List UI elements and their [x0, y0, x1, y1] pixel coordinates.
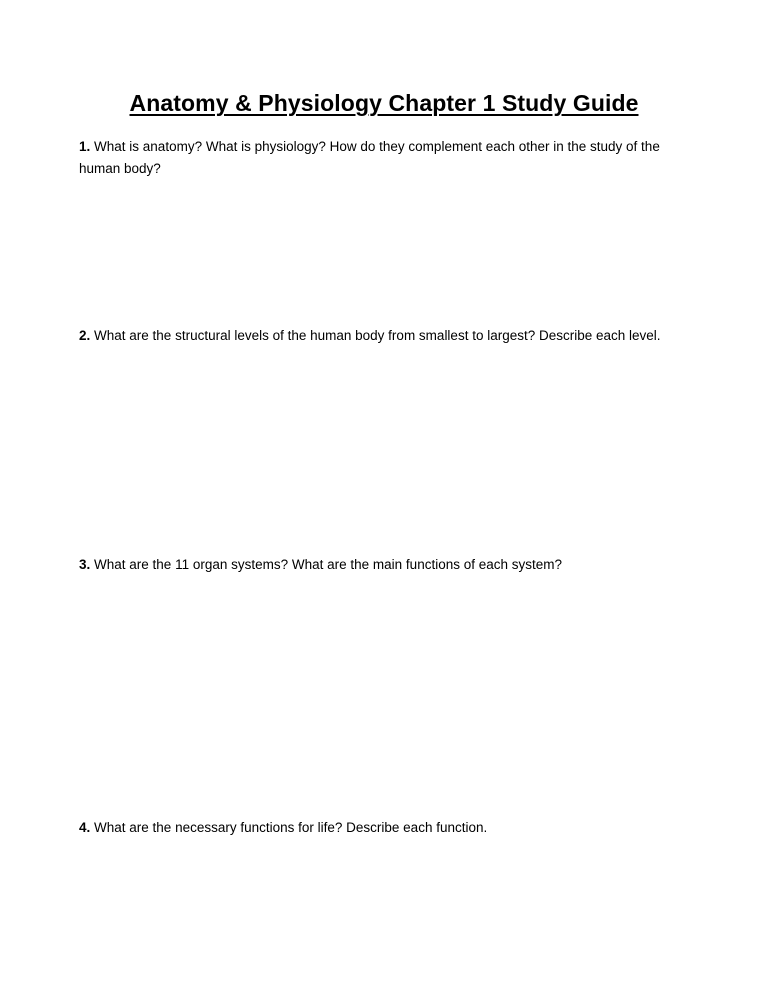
question-4-text: What are the necessary functions for life? Describe each function.	[94, 820, 488, 835]
question-3	[79, 554, 669, 576]
question-3-number: 3.	[79, 557, 91, 572]
question-1-text: What is anatomy? What is physiology? How do they complement each other in the study of the human body?	[79, 139, 660, 176]
question-4	[79, 817, 669, 839]
question-1-number: 1.	[79, 139, 91, 154]
question-2	[79, 325, 669, 347]
question-2-number: 2.	[79, 328, 91, 343]
document-title: Anatomy & Physiology Chapter 1 Study Guide	[129, 90, 639, 116]
question-3-text: What are the 11 organ systems? What are the main functions of each system?	[94, 557, 563, 572]
question-1	[79, 136, 669, 180]
question-4-number: 4.	[79, 820, 91, 835]
question-2-text: What are the structural levels of the human body from smallest to largest? Describe each level.	[94, 328, 661, 343]
